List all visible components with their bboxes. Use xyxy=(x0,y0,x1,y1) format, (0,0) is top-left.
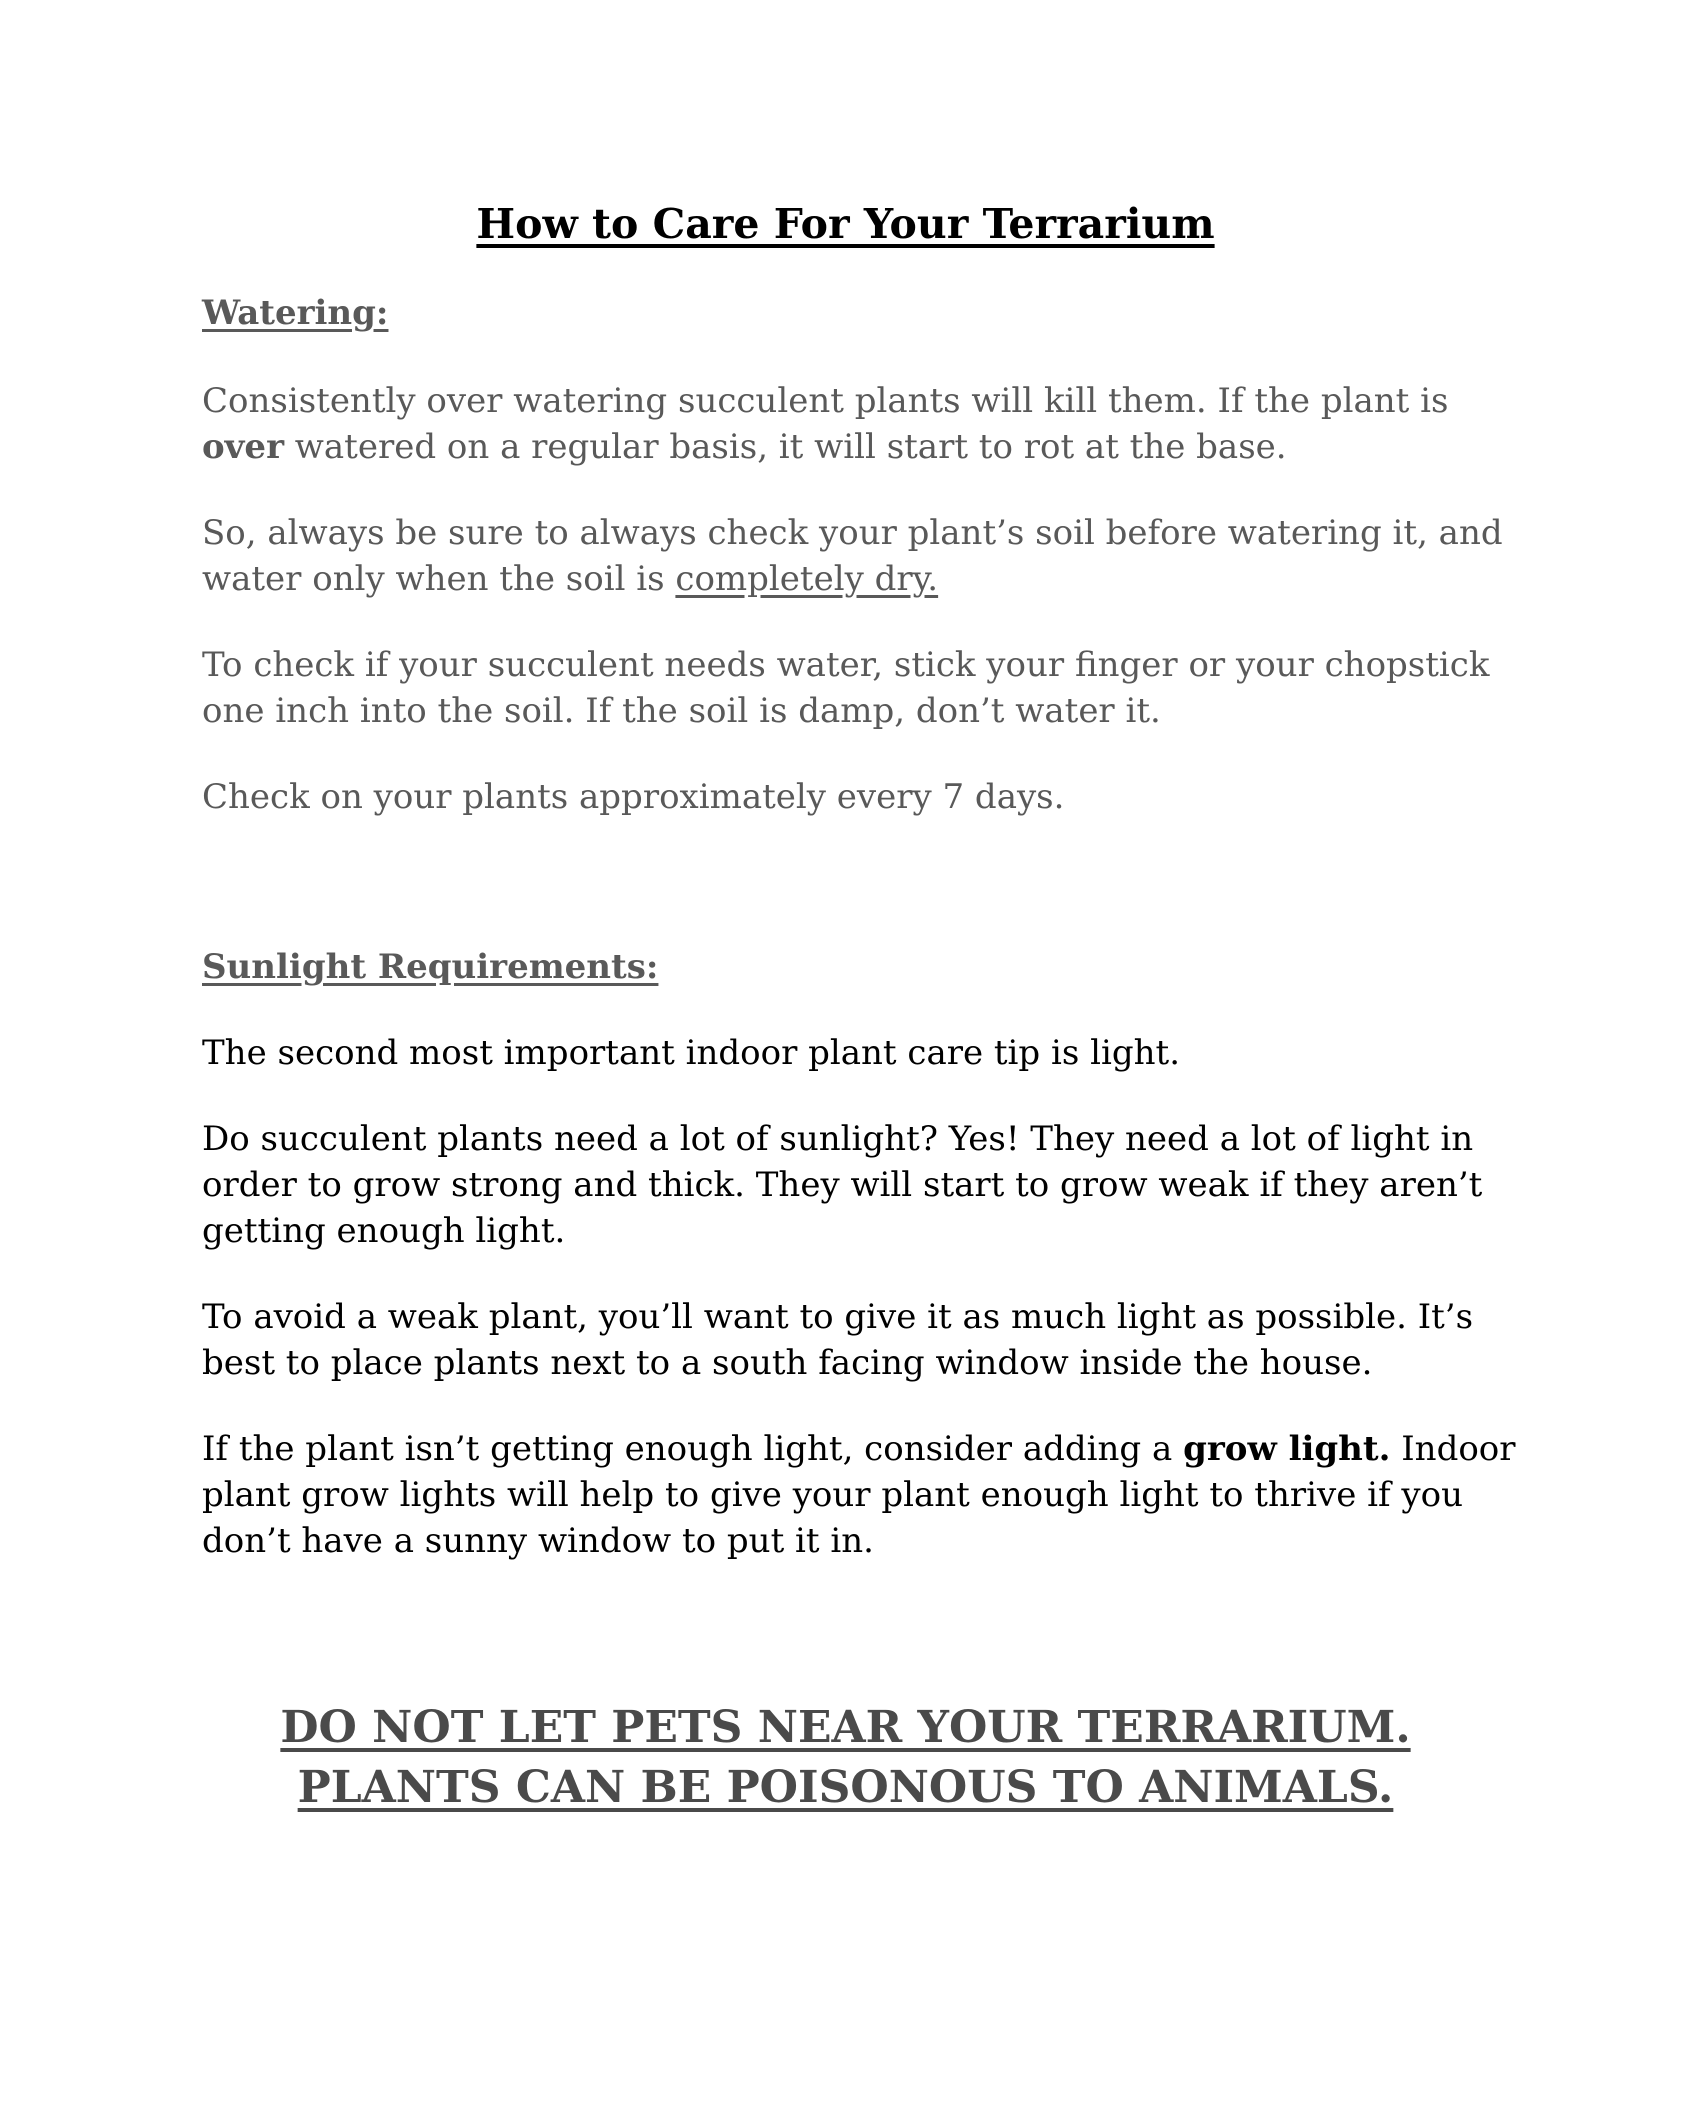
page-title: How to Care For Your Terrarium xyxy=(476,200,1215,248)
sunlight-p4-text-b: Indoor plant grow lights will help to give your plant enough light to thrive if you don’t have a sunny window to put it in. xyxy=(202,1429,1516,1561)
pet-warning-line-2: PLANTS CAN BE POISONOUS TO ANIMALS. xyxy=(297,1762,1394,1813)
sunlight-paragraph-2: Do succulent plants need a lot of sunlight? Yes! They need a lot of light in order to grow strong and thick. They will start to grow weak if they aren’t getting enough light. xyxy=(202,1119,1483,1251)
sunlight-heading: Sunlight Requirements: xyxy=(202,947,659,987)
sunlight-paragraph-1: The second most important indoor plant care tip is light. xyxy=(202,1033,1181,1073)
watering-paragraph-4: Check on your plants approximately every 7 days. xyxy=(202,777,1065,817)
watering-heading: Watering: xyxy=(202,293,389,333)
sunlight-paragraph-3: To avoid a weak plant, you’ll want to give it as much light as possible. It’s best to place plants next to a south facing window inside the house. xyxy=(202,1297,1474,1383)
watering-p2-underline: completely dry. xyxy=(675,559,939,599)
sunlight-p4-bold: grow light. xyxy=(1183,1429,1391,1469)
watering-p1-bold: over xyxy=(202,427,284,467)
watering-paragraph-1 xyxy=(202,378,1522,470)
watering-p1-text-a: Consistently over watering succulent plants will kill them. If the plant is xyxy=(202,381,1449,421)
sunlight-paragraph-4 xyxy=(202,1426,1522,1564)
pet-warning-line-1: DO NOT LET PETS NEAR YOUR TERRARIUM. xyxy=(280,1702,1411,1753)
watering-paragraph-3: To check if your succulent needs water, stick your finger or your chopstick one inch into the soil. If the soil is damp, don’t water it. xyxy=(202,645,1490,731)
sunlight-p4-text-a: If the plant isn’t getting enough light, consider adding a xyxy=(202,1429,1184,1469)
watering-p1-text-b: watered on a regular basis, it will start to rot at the base. xyxy=(283,427,1287,467)
watering-paragraph-2 xyxy=(202,510,1522,602)
watering-p2-text-a: So, always be sure to always check your plant’s soil before watering it, and water only when the soil is xyxy=(202,513,1503,599)
